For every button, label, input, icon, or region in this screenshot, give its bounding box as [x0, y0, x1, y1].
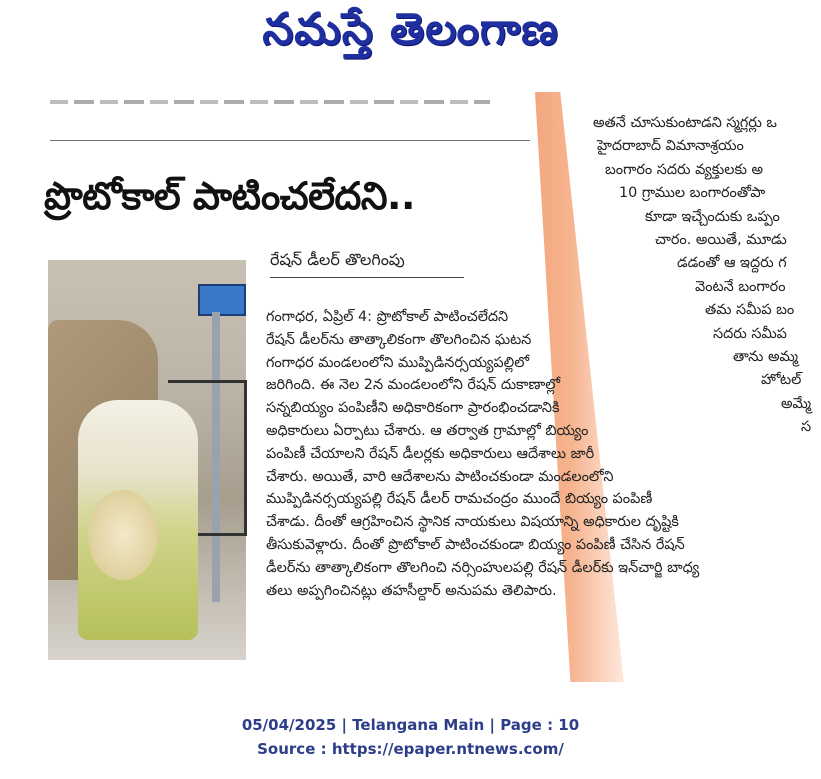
- edition-info: 05/04/2025 | Telangana Main | Page : 10: [241, 716, 580, 734]
- newspaper-logo: నమస్తే తెలంగాణ: [262, 4, 559, 55]
- body-line: రేషన్ డీలర్‌ను తాత్కాలికంగా తొలగించిన ఘటన: [266, 331, 532, 348]
- article-subhead: రేషన్ డీలర్ తొలగింపు: [270, 250, 464, 278]
- body-line: తలు అప్పగించినట్లు తహసీల్దార్ అనుపమ తెలిపారు.: [266, 582, 557, 599]
- side-line: 10 గ్రాముల బంగారంతోపా: [619, 185, 766, 202]
- article-photo: [48, 260, 246, 660]
- side-line: అతనే చూసుకుంటాడని స్మగ్లర్లు ఒ: [593, 115, 777, 131]
- body-line: సన్నబియ్యం పంపిణీని అధికారికంగా ప్రారంభించడానికి: [266, 400, 560, 417]
- side-line: డడంతో ఆ ఇద్దరు గ: [677, 255, 787, 272]
- side-line: కూడా ఇచ్చేందుకు ఒప్పం: [645, 208, 780, 225]
- body-line: చేశారు. అయితే, వారి ఆదేశాలను పాటించకుండా మండలంలోని: [266, 468, 614, 485]
- weighing-scale-display: [198, 284, 246, 316]
- body-line: అధికారులు ఏర్పాటు చేశారు. ఆ తర్వాత గ్రామాల్లో బియ్యం: [266, 422, 589, 439]
- article-headline: ప్రొటోకాల్ పాటించలేదని..: [44, 174, 415, 218]
- side-line: తమ సమీప బం: [705, 302, 795, 319]
- divider: [50, 140, 530, 141]
- side-line: బంగారం సదరు వ్యక్తులకు అ: [605, 161, 764, 178]
- body-line: ముప్పిడినర్సయ్యపల్లి రేషన్ డీలర్ రామచంద్రం ముందే బియ్యం పంపిణీ: [266, 491, 653, 508]
- side-line: స: [801, 419, 812, 436]
- adjacent-article-column: [585, 112, 821, 440]
- side-line: సదరు సమీప: [713, 325, 787, 342]
- body-line: పంపిణీ చేయాలని రేషన్ డీలర్లకు అధికారులు ఆదేశాలు జారీ: [266, 445, 595, 462]
- body-line: డీలర్‌ను తాత్కాలికంగా తొలగించి నర్సింహులపల్లి రేషన్ డీలర్‌కు ఇన్‌చార్జి బాధ్య: [266, 559, 700, 576]
- body-line: గంగాధర, ఏప్రిల్ 4: ప్రొటోకాల్ పాటించలేదని: [266, 309, 509, 325]
- side-line: వెంటనే బంగారం: [695, 278, 786, 295]
- source-url: Source : https://epaper.ntnews.com/: [257, 740, 564, 758]
- side-line: చారం. అయితే, మూడు: [655, 232, 787, 249]
- sack-label-emblem: [88, 490, 158, 580]
- masthead: [0, 0, 821, 70]
- side-line: తాను అమ్మ: [733, 349, 799, 366]
- body-line: చేశాడు. దీంతో ఆగ్రహించిన స్థానిక నాయకులు విషయాన్ని అధికారుల దృష్టికి: [266, 514, 679, 531]
- side-line: హైదరాబాద్ విమానాశ్రయం: [597, 138, 744, 155]
- body-line: గంగాధర మండలంలోని ముప్పిడినర్సయ్యపల్లిలో: [266, 354, 530, 371]
- side-line: హోటల్: [761, 372, 802, 389]
- side-line: అమ్మే: [781, 395, 812, 412]
- cut-text-remnant: [50, 100, 490, 104]
- article-clipping: [30, 92, 821, 682]
- body-line: జరిగింది. ఈ నెల 2న మండలంలోని రేషన్ దుకాణాల్లో: [266, 377, 561, 394]
- body-line: తీసుకువెళ్లారు. దీంతో ప్రొటోకాల్ పాటించకుండా బియ్యం పంపిణీ చేసిన రేషన్: [266, 536, 685, 553]
